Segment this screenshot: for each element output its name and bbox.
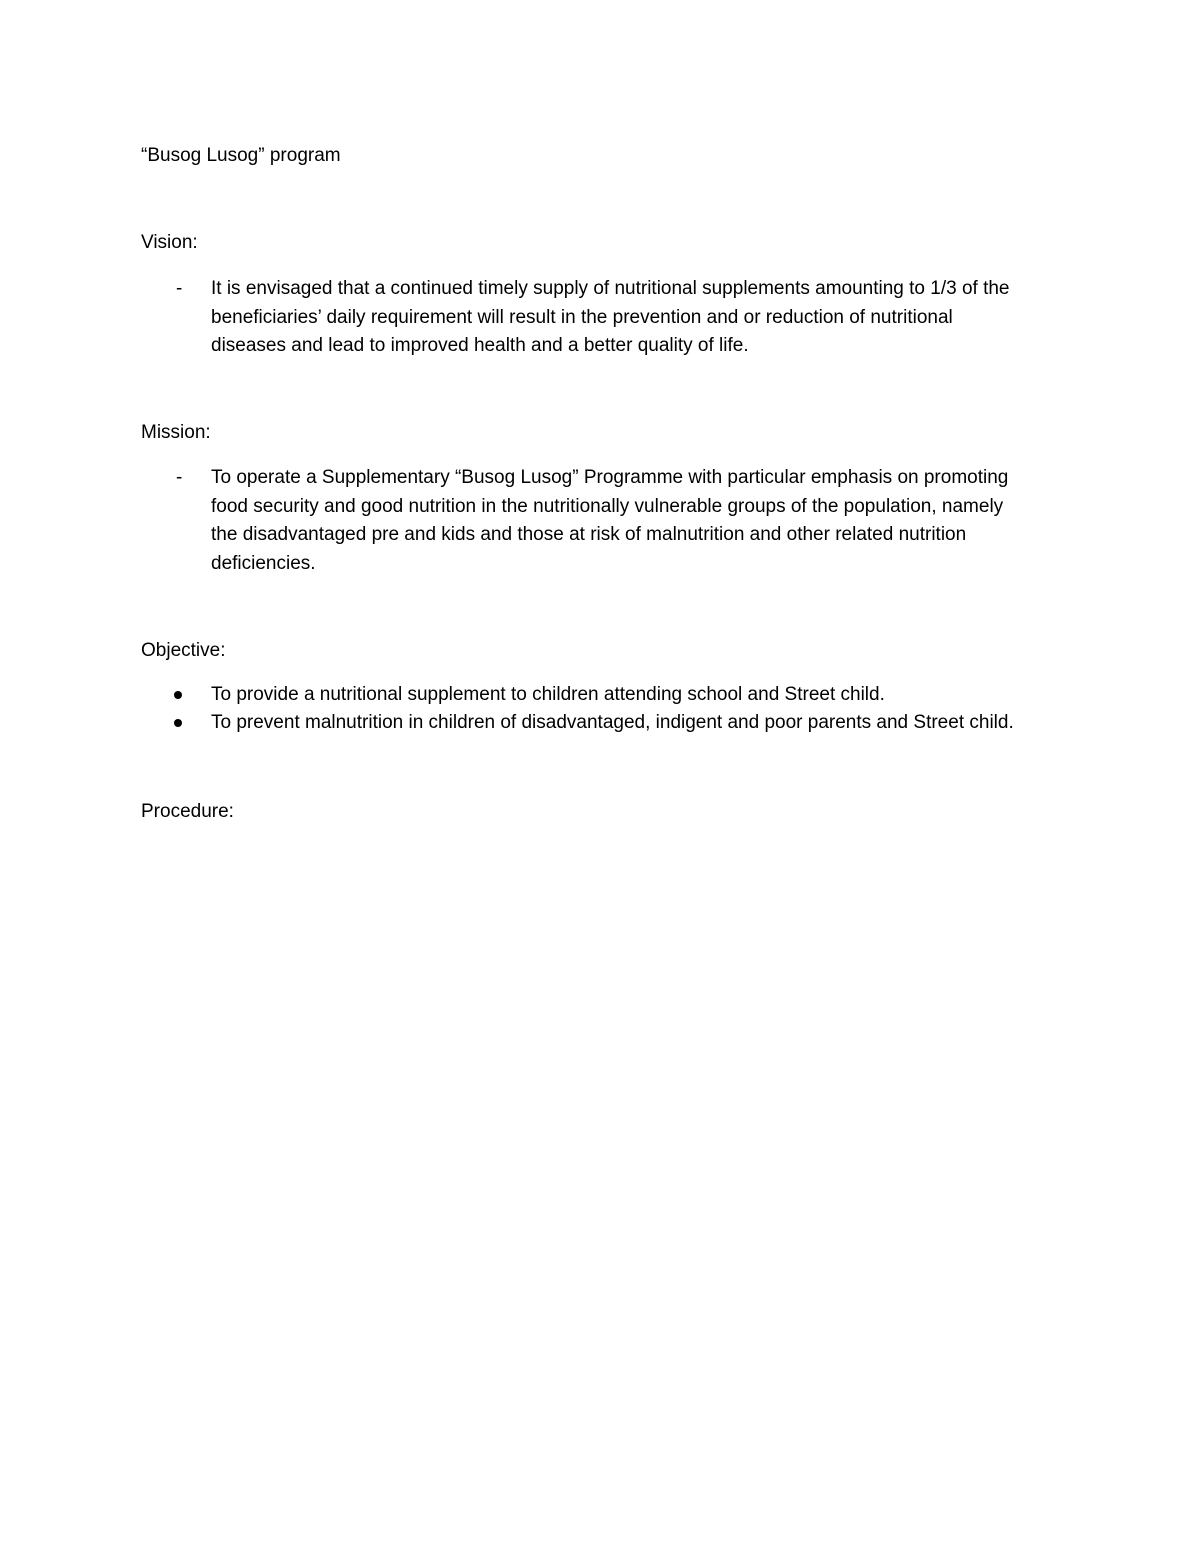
- vision-line: It is envisaged that a continued timely supply of nutritional supplements amounting to 1/3 of the: [211, 278, 1010, 299]
- document-title: “Busog Lusog” program: [141, 145, 341, 166]
- vision-text: [211, 275, 1009, 361]
- mission-line: food security and good nutrition in the nutritionally vulnerable groups of the population, namely: [211, 495, 1004, 517]
- mission-line: To operate a Supplementary “Busog Lusog” Programme with particular emphasis on promoting: [211, 467, 1009, 488]
- vision-line: beneficiaries’ daily requirement will result in the prevention and or reduction of nutritional: [211, 306, 953, 328]
- bullet-icon: [174, 691, 182, 699]
- mission-line: the disadvantaged pre and kids and those at risk of malnutrition and other related nutrition: [211, 524, 967, 545]
- objective-text: [211, 681, 885, 710]
- mission-text: [211, 464, 1008, 578]
- mission-heading: Mission:: [141, 422, 211, 443]
- objective-text: [211, 709, 1014, 738]
- objective-line: To prevent malnutrition in children of disadvantaged, indigent and poor parents and Street child.: [211, 712, 1014, 733]
- procedure-heading: Procedure:: [141, 801, 234, 822]
- vision-line: diseases and lead to improved health and a better quality of life.: [211, 335, 749, 356]
- objective-line: To provide a nutritional supplement to children attending school and Street child.: [211, 684, 885, 705]
- dash-marker: -: [176, 278, 183, 299]
- objective-heading: Objective:: [141, 640, 226, 661]
- bullet-icon: [174, 719, 182, 727]
- vision-heading: Vision:: [141, 232, 198, 253]
- mission-line: deficiencies.: [211, 552, 316, 574]
- dash-marker: -: [176, 467, 183, 488]
